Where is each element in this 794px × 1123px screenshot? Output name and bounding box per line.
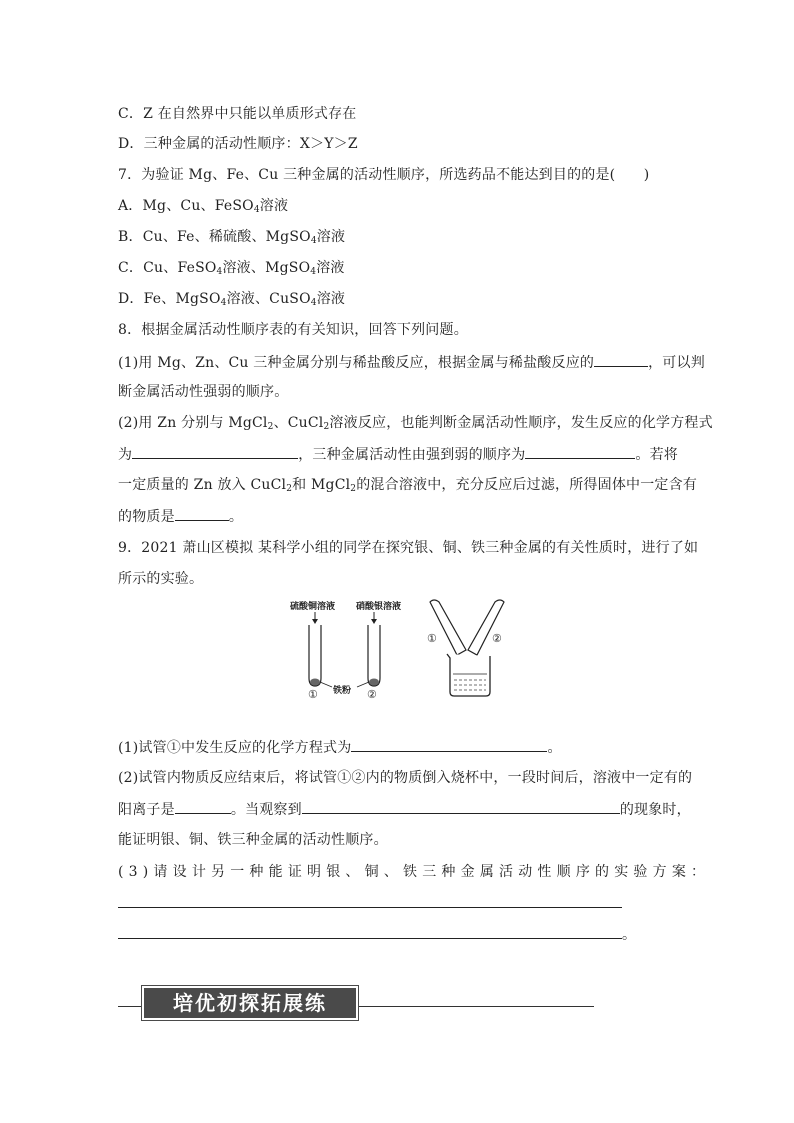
q8-part2-text6: 。若将: [635, 447, 679, 463]
pointer-line: [320, 682, 332, 687]
q7-option-b: [118, 227, 345, 251]
q7-option-b-suffix: 溶液: [316, 229, 346, 245]
q7-stem: 7．为验证 Mg、Fe、Cu 三种金属的活动性顺序，所选药品不能达到目的的是( ): [118, 167, 650, 183]
q7-option-a-suffix: 溶液: [259, 198, 289, 214]
q7-option-d-mid: 溶液、CuSO: [226, 291, 311, 307]
q9-part1-tail: 。: [547, 740, 562, 756]
subscript: 2: [286, 484, 293, 494]
observation-blank[interactable]: [302, 799, 620, 814]
q8-part2-text4: 为: [118, 447, 133, 463]
q8-part2-text9: 的混合溶液中，充分反应后过滤，所得固体中一定含有: [356, 477, 698, 493]
arrow-head: [312, 619, 318, 624]
order-blank[interactable]: [525, 444, 635, 459]
q8-part2-line3: [118, 475, 697, 499]
q8-part2-text: (2)用 Zn 分别与 MgCl: [118, 415, 268, 431]
experiment-diagram: [282, 596, 522, 702]
q7-option-d-text: D．Fe、MgSO: [118, 291, 221, 307]
answer-line[interactable]: [118, 907, 622, 908]
pointer-line: [357, 682, 369, 687]
q7-option-a-text: A．Mg、Cu、FeSO: [118, 198, 254, 214]
cation-blank[interactable]: [175, 799, 231, 814]
test-tube-2: [368, 625, 380, 686]
q7-option-c-text: C．Cu、FeSO: [118, 260, 217, 276]
q9-part3-line1: [118, 862, 711, 882]
q9-part1-text: (1)试管①中发生反应的化学方程式为: [118, 740, 352, 756]
experiment-figure: [282, 596, 522, 702]
q8-part2-text3: 溶液反应，也能判断金属活动性顺序，发生反应的化学方程式: [329, 415, 713, 431]
label-cuso4: 硫酸铜溶液: [290, 602, 336, 612]
equation-blank[interactable]: [351, 737, 547, 752]
banner-title: 培优初探拓展练: [142, 986, 358, 1020]
subscript: 4: [216, 267, 223, 277]
q7-option-c: [118, 258, 345, 282]
q9-stem-line1: 9．2021 萧山区模拟 某科学小组的同学在探究银、铜、铁三种金属的有关性质时，进行了如: [118, 540, 699, 556]
pour-number-2: ②: [492, 632, 502, 645]
q7-option-d: [118, 289, 345, 313]
q8-stem: 8．根据金属活动性顺序表的有关知识，回答下列问题。: [118, 322, 468, 338]
q6-option-c: C．Z 在自然界中只能以单质形式存在: [118, 106, 357, 122]
q9-part1: [118, 737, 562, 758]
q8-part2-text7: 一定质量的 Zn 放入 CuCl: [118, 477, 287, 493]
label-agno3: 硝酸银溶液: [356, 602, 402, 612]
q8-part2-text5: ，三种金属活动性由强到弱的顺序为: [298, 447, 526, 463]
q9-part2-text3: 的现象时，: [619, 802, 691, 818]
q7-option-a: [118, 196, 288, 220]
tube1-number: ①: [308, 688, 318, 701]
answer-blank[interactable]: [594, 352, 648, 367]
q8-part1-line1: [118, 352, 705, 373]
q6-option-d: D．三种金属的活动性顺序：X＞Y＞Z: [118, 136, 358, 152]
equation-blank[interactable]: [132, 444, 298, 459]
q8-part2-line2: [118, 444, 678, 465]
q9-part2-line3: 能证明银、铜、铁三种金属的活动性顺序。: [118, 832, 388, 848]
iron-powder-1: [310, 679, 320, 686]
q8-part1-line2: 断金属活动性强弱的顺序。: [118, 384, 289, 400]
q9-part2-line1: (2)试管内物质反应结束后，将试管①②内的物质倒入烧杯中，一段时间后，溶液中一定有的: [118, 770, 693, 786]
q7-option-d-suffix: 溶液: [316, 291, 346, 307]
subscript: 4: [310, 236, 317, 246]
q8-part2-text2: 、CuCl: [273, 415, 324, 431]
q9-stem-line2: 所示的实验。: [118, 571, 204, 587]
q9-part2-line2: [118, 799, 691, 820]
q9-part3-text: (3)请设计另一种能证明银、铜、铁三种金属活动性顺序的实验方案：: [118, 864, 711, 880]
q8-part2-text11: 。: [228, 509, 244, 525]
tilted-tube-left: [430, 600, 466, 655]
q8-part2-text8: 和 MgCl: [292, 477, 351, 493]
iron-powder-2: [369, 679, 379, 686]
q8-part1-text: (1)用 Mg、Zn、Cu 三种金属分别与稀盐酸反应，根据金属与稀盐酸反应的: [118, 355, 595, 371]
q8-part2-line4: [118, 506, 243, 527]
answer-blank[interactable]: [175, 506, 229, 521]
test-tube-1: [309, 625, 321, 686]
tilted-tube-right: [468, 600, 504, 655]
subscript: 4: [220, 298, 227, 308]
pour-number-1: ①: [427, 632, 437, 645]
q7-option-b-text: B．Cu、Fe、稀硫酸、MgSO: [118, 229, 311, 245]
tube2-number: ②: [367, 688, 377, 701]
q7-option-c-suffix: 溶液: [316, 260, 345, 276]
answer-line[interactable]: [118, 938, 622, 939]
pouring-tubes: [430, 600, 504, 655]
subscript: 4: [253, 205, 260, 215]
beaker: [447, 654, 490, 696]
q9-part2-text: 阳离子是: [118, 802, 175, 818]
q8-part2-text10: 的物质是: [118, 509, 175, 525]
q7-option-c-mid: 溶液、MgSO: [222, 260, 311, 276]
q8-part1-tail: ，可以判: [648, 355, 705, 371]
q9-part3-end: 。: [622, 927, 637, 943]
subscript: 2: [350, 484, 357, 494]
subscript: 4: [310, 298, 317, 308]
arrow-head: [371, 619, 377, 624]
label-fe: 铁粉: [333, 686, 352, 696]
section-banner: [118, 986, 594, 1018]
subscript: 2: [267, 422, 274, 432]
subscript: 4: [310, 267, 317, 277]
q8-part2-line1: [118, 413, 713, 437]
subscript: 2: [323, 422, 330, 432]
q9-part2-text2: 。当观察到: [230, 802, 302, 818]
